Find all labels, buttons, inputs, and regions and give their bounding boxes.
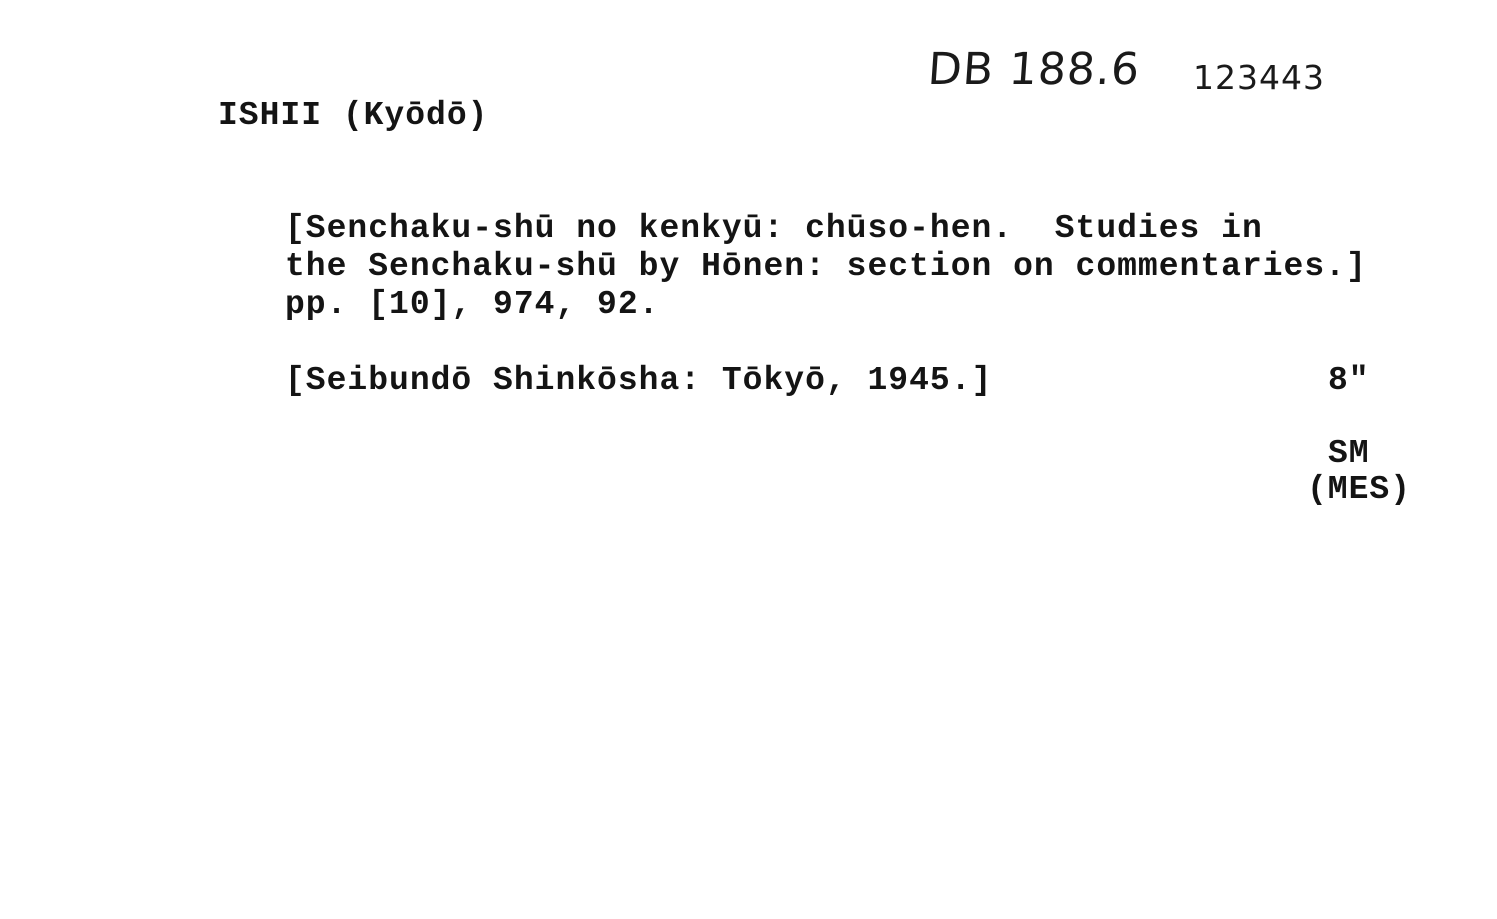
location-code: SM — [1328, 435, 1370, 472]
location-sub-code: (MES) — [1307, 471, 1412, 508]
pagination-line: pp. [10], 974, 92. — [285, 286, 660, 323]
title-line: the Senchaku-shū by Hōnen: section on commentaries.] — [285, 248, 1367, 285]
format-size: 8" — [1328, 362, 1370, 399]
title-block — [285, 210, 1367, 324]
call-number: DB 188.6 — [926, 44, 1142, 95]
imprint: [Seibundō Shinkōsha: Tōkyō, 1945.] — [285, 362, 993, 399]
accession-number: 123443 — [1193, 58, 1325, 97]
author-heading: ISHII (Kyōdō) — [218, 97, 489, 134]
title-line: [Senchaku-shū no kenkyū: chūso-hen. Studies in — [285, 210, 1263, 247]
